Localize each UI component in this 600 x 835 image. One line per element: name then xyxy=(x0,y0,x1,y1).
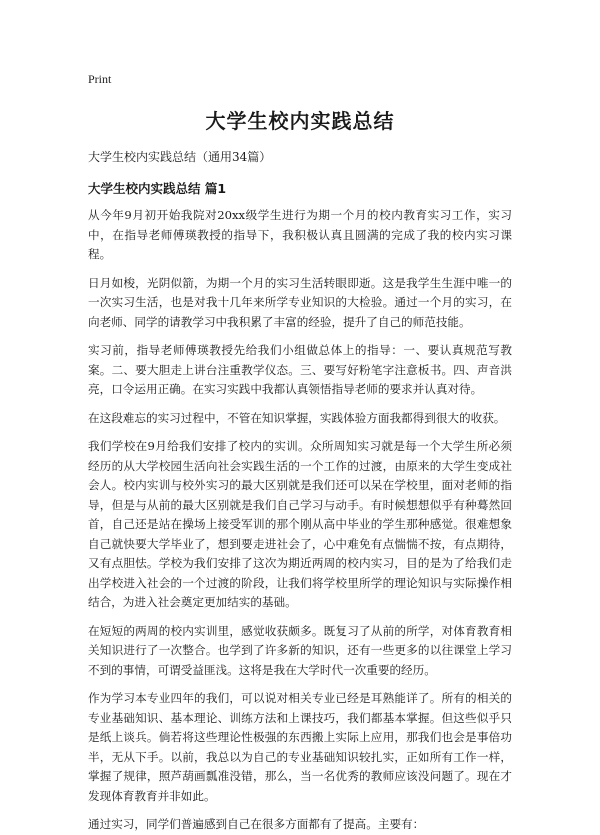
paragraph: 在短短的两周的校内实训里，感觉收获颇多。既复习了从前的所学，对体育教育相关知识进行了一次整合。也学到了许多新的知识，还有一些更多的以往课堂上学习不到的事情，可谓受益匪浅。这将是我在大学时代一次重要的经历。 xyxy=(88,623,512,677)
paragraph: 通过实习，同学们普遍感到自己在很多方面都有了提高。主要有： xyxy=(88,817,425,831)
paragraph: 作为学习本专业四年的我们，可以说对相关专业已经是耳熟能详了。所有的相关的专业基础知识、基本理论、训练方法和上课技巧，我们都基本掌握。但这些似乎只是纸上谈兵。倘若将这些理论性极强的东西搬上实际上应用，那我们也会是事倍功半，无从下手。以前，我总以为自己的专业基础知识较扎实，正如所有工作一样，掌握了规律，照芦葫画瓢准没错，那么，当一名优秀的教师应该没问题了。现在才发现体育教育并非如此。 xyxy=(88,691,512,803)
section-heading: 大学生校内实践总结 篇1 xyxy=(88,181,227,196)
paragraph: 我们学校在9月给我们安排了校内的实训。众所周知实习就是每一个大学生所必须经历的从大学校园生活向社会实践生活的一个工作的过渡，由原来的大学生变成社会人。校内实训与校外实习的最大区别就是我们还可以呆在学校里，面对老师的指导，但是与从前的最大区别就是我们自己学习与动手。有时候想想似乎有种蓦然回首，自己还是站在操场上接受军训的那个刚从高中毕业的学生那种感觉。很难想象自己就快要大学毕业了，想到要走进社会了，心中难免有点惴惴不按，有点期待，又有点胆怯。学校为我们安排了这次为期近两周的校内实习，目的是为了给我们走出学校进入社会的一个过渡的阶段，让我们将学校里所学的理论知识与实际操作相结合，为进入社会奠定更加结实的基础。 xyxy=(88,439,512,609)
paragraph: 日月如梭，光阴似箭，为期一个月的实习生活转眼即逝。这是我学生生涯中唯一的一次实习生活，也是对我十几年来所学专业知识的大检验。通过一个月的实习，在向老师、同学的请教学习中我积累了丰富的经验，提升了自己的师范技能。 xyxy=(88,275,512,329)
print-link[interactable]: Print xyxy=(88,72,112,86)
paragraph: 从今年9月初开始我院对20xx级学生进行为期一个月的校内教育实习工作，实习中，在指导老师傅瑛教授的指导下，我积极认真且圆满的完成了我的校内实习课程。 xyxy=(88,208,512,261)
paragraph: 在这段难忘的实习过程中，不管在知识掌握，实践体验方面我都得到很大的收获。 xyxy=(88,410,506,425)
document-subtitle: 大学生校内实践总结（通用34篇） xyxy=(88,150,272,164)
paragraph: 实习前，指导老师傅瑛教授先给我们小组做总体上的指导：一、要认真规范写教案。二、要大胆走上讲台注重教学仪态。三、要写好粉笔字注意板书。四、声音洪亮，口令运用正确。在实习实践中我都认真领悟指导老师的要求并认真对待。 xyxy=(88,343,512,396)
page-title: 大学生校内实践总结 xyxy=(205,109,395,133)
